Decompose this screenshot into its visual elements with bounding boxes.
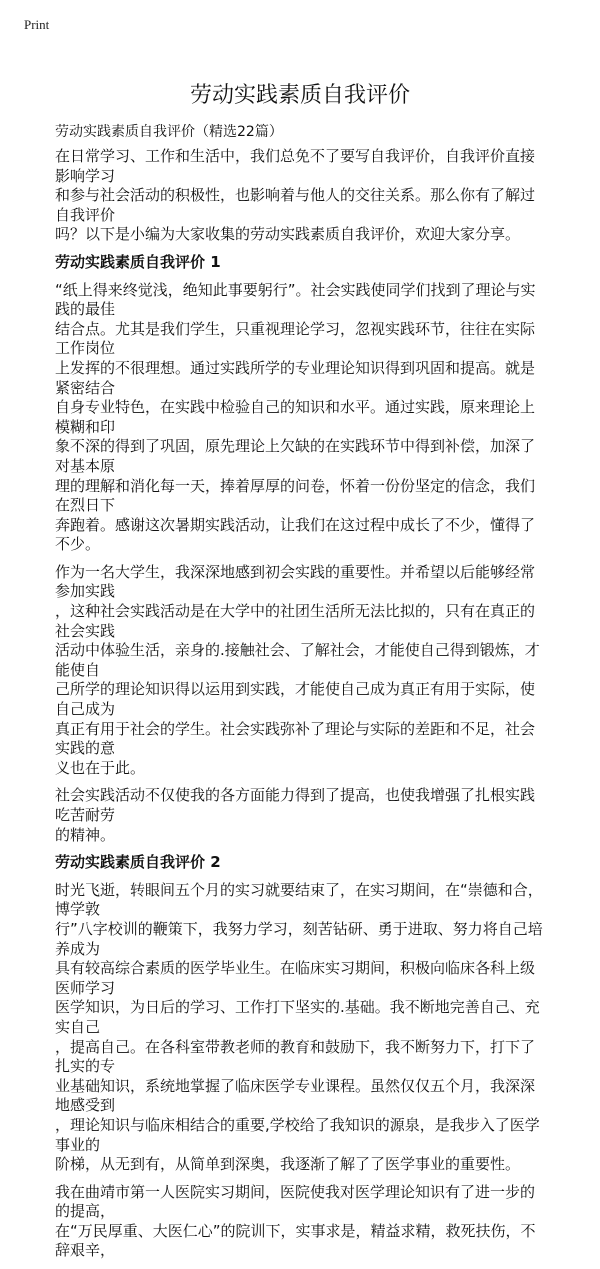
paragraph [55, 281, 545, 555]
paragraph [55, 1183, 545, 1261]
text-line: 结合点。尤其是我们学生，只重视理论学习，忽视实践环节，往往在实际工作岗位 [55, 319, 536, 358]
paragraph [55, 786, 545, 845]
text-line: 上发挥的不很理想。通过实践所学的专业理论知识得到巩固和提高。就是紧密结合 [55, 358, 536, 397]
text-line: 在“万民厚重、大医仁心”的院训下，实事求是，精益求精，救死扶伤，不辞艰辛， [55, 1221, 536, 1260]
text-line: 活动中体验生活，亲身的.接触社会、了解社会，才能使自己得到锻炼，才能使自 [55, 641, 540, 679]
text-line: 奔跑着。感谢这次暑期实践活动，让我们在这过程中成长了不少，懂得了不少。 [55, 515, 536, 554]
text-line: 己所学的理论知识得以运用到实践，才能使自己成为真正有用于实际，使自己成为 [55, 680, 536, 719]
text-line: ，理论知识与临床相结合的重要,学校给了我知识的源泉，是我步入了医学事业的 [55, 1115, 540, 1154]
text-line: 我在曲靖市第一人医院实习期间，医院使我对医学理论知识有了进一步的的提高， [55, 1182, 536, 1221]
text-line: 自身专业特色，在实践中检验自己的知识和水平。通过实践，原来理论上模糊和印 [55, 398, 536, 436]
text-line: 医学知识，为日后的学习、工作打下坚实的.基础。我不断地完善自己、充实自己 [55, 998, 540, 1036]
page-title: 劳动实践素质自我评价 [189, 83, 410, 108]
section-heading: 劳动实践素质自我评价 2 [55, 853, 221, 872]
text-line: 象不深的得到了巩固，原先理论上欠缺的在实践环节中得到补偿，加深了对基本原 [55, 437, 536, 475]
text-line: 和参与社会活动的积极性，也影响着与他人的交往关系。那么你有了解过自我评价 [55, 186, 536, 224]
text-line: 的精神。 [55, 825, 116, 844]
text-line: ，这种社会实践活动是在大学中的社团生活所无法比拟的，只有在真正的社会实践 [55, 602, 536, 640]
paragraph [55, 881, 545, 1175]
text-line: 行”八字校训的鞭策下，我努力学习，刻苦钻研、勇于进取、努力将自己培养成为 [55, 919, 543, 958]
text-line: 真正有用于社会的学生。社会实践弥补了理论与实际的差距和不足，社会实践的意 [55, 719, 536, 758]
text-line: 时光飞逝，转眼间五个月的实习就要结束了，在实习期间，在“崇德和合，博学敦 [55, 880, 543, 919]
text-line: ，提高自己。在各科室带教老师的教育和鼓励下，我不断努力下，打下了扎实的专 [55, 1037, 536, 1076]
section-heading: 劳动实践素质自我评价 1 [55, 252, 221, 271]
print-link[interactable]: Print [24, 17, 50, 32]
text-line: 吗？以下是小编为大家收集的劳动实践素质自我评价，欢迎大家分享。 [55, 225, 521, 244]
text-line: 阶梯，从无到有，从简单到深奥，我逐渐了解了了医学事业的重要性。 [55, 1155, 521, 1174]
text-line: 义也在于此。 [55, 758, 146, 777]
text-line: 理的理解和消化每一天，捧着厚厚的问卷，怀着一份份坚定的信念，我们在烈日下 [55, 476, 536, 515]
text-line: 业基础知识，系统地掌握了临床医学专业课程。虽然仅仅五个月，我深深地感受到 [55, 1076, 536, 1115]
paragraph [55, 147, 545, 245]
text-line: 具有较高综合素质的医学毕业生。在临床实习期间，积极向临床各科上级医师学习 [55, 959, 536, 997]
paragraph [55, 563, 545, 779]
text-line: 作为一名大学生，我深深地感到初会实践的重要性。并希望以后能够经常参加实践 [55, 562, 536, 601]
document-body [55, 147, 545, 1269]
text-line: 在日常学习、工作和生活中，我们总免不了要写自我评价，自我评价直接影响学习 [55, 147, 536, 185]
text-line: “纸上得来终觉浅，绝知此事要躬行”。社会实践使同学们找到了理论与实践的最佳 [55, 280, 536, 319]
text-line: 社会实践活动不仅使我的各方面能力得到了提高，也使我增强了扎根实践吃苦耐劳 [55, 786, 536, 824]
subtitle: 劳动实践素质自我评价（精选22篇） [55, 124, 283, 140]
